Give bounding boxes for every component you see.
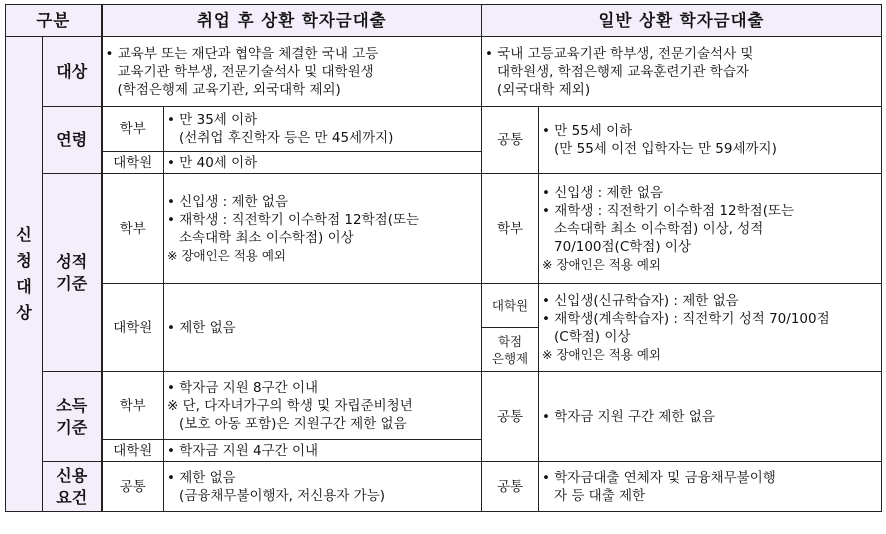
income-undergrad-line: ※ 단, 다자녀가구의 학생 및 자립준비청년: [167, 397, 413, 414]
credit-general-cell: [539, 462, 882, 512]
header-row: [6, 5, 882, 37]
side-group-text: 신청대상: [16, 225, 32, 322]
age-undergrad-line: • 만 35세 이하: [167, 112, 258, 128]
age-general-line: (만 55세 이전 입학자는 만 59세까지): [554, 141, 777, 157]
row-label-target: 대상: [43, 37, 102, 107]
age-general-label: 공통: [482, 107, 539, 174]
income-grad-cell: • 학자금 지원 4구간 이내: [164, 440, 482, 462]
table-row-grades: [6, 174, 882, 284]
grades-general-grad-line: (C학점) 이상: [554, 328, 631, 345]
age-grad-cell: • 만 40세 이하: [164, 152, 482, 174]
credit-bank-label-line: 은행제: [491, 350, 529, 366]
income-grad-label: 대학원: [102, 440, 164, 462]
grades-undergrad-line: 소속대학 최소 이수학점) 이상: [179, 229, 354, 246]
side-group-label: [6, 37, 43, 512]
credit-deferred-cell: [164, 462, 482, 512]
credit-label-line: 신용: [56, 465, 88, 485]
grades-general-undergrad-line: 소속대학 최소 이수학점) 이상, 성적: [554, 220, 764, 237]
grades-undergrad-cell: [164, 174, 482, 284]
credit-deferred-line: • 제한 없음: [167, 469, 236, 486]
grades-general-undergrad-line: • 신입생 : 제한 없음: [542, 184, 663, 201]
income-general-label: 공통: [482, 372, 539, 462]
row-label-grades: [43, 174, 102, 372]
table-row-income: [6, 372, 882, 440]
age-undergrad-line: (선취업 후진학자 등은 만 45세까지): [179, 130, 394, 146]
grades-undergrad-label: 학부: [102, 174, 164, 284]
income-label-line: 기준: [56, 417, 88, 437]
target-deferred-line: • 교육부 또는 재단과 협약을 체결한 국내 고등: [105, 45, 379, 62]
credit-general-line: 자 등 대출 제한: [554, 487, 646, 504]
income-undergrad-line: (보호 아동 포함)은 지원구간 제한 없음: [179, 415, 407, 432]
grades-general-undergrad-line: 70/100점(C학점) 이상: [554, 238, 691, 255]
row-label-age: 연령: [43, 107, 102, 174]
table-row-credit: [6, 462, 882, 512]
grades-label-line: 성적: [56, 251, 88, 271]
credit-deferred-line: (금융채무불이행자, 저신용자 가능): [179, 487, 385, 504]
grades-general-undergrad-line: • 재학생 : 직전학기 이수학점 12학점(또는: [542, 202, 795, 219]
target-deferred-cell: [102, 37, 482, 107]
row-label-income: [43, 372, 102, 462]
grades-credit-bank-label: [482, 328, 539, 372]
income-general-cell: • 학자금 지원 구간 제한 없음: [539, 372, 882, 462]
grades-general-grad-note: ※ 장애인은 적용 예외: [542, 346, 662, 362]
target-general-line: (외국대학 제외): [497, 81, 591, 98]
header-general-loan: 일반 상환 학자금대출: [482, 5, 882, 37]
target-deferred-line: (학점은행제 교육기관, 외국대학 제외): [117, 81, 341, 98]
grades-general-undergrad-label: 학부: [482, 174, 539, 284]
row-label-credit: [43, 462, 102, 512]
age-undergrad-label: 학부: [102, 107, 164, 152]
grades-undergrad-line: • 재학생 : 직전학기 이수학점 12학점(또는: [167, 211, 420, 228]
grades-general-undergrad-cell: [539, 174, 882, 284]
header-category: 구분: [6, 5, 102, 37]
grades-general-undergrad-note: ※ 장애인은 적용 예외: [542, 256, 662, 272]
age-grad-label: 대학원: [102, 152, 164, 174]
credit-label-line: 요건: [56, 487, 88, 507]
income-undergrad-line: • 학자금 지원 8구간 이내: [167, 379, 319, 396]
grades-general-grad-label: 대학원: [482, 284, 539, 328]
credit-general-label: 공통: [482, 462, 539, 512]
age-general-line: • 만 55세 이하: [542, 123, 633, 139]
income-undergrad-label: 학부: [102, 372, 164, 440]
grades-undergrad-note: ※ 장애인은 적용 예외: [167, 247, 287, 263]
income-label-line: 소득: [56, 395, 88, 415]
target-deferred-line: 교육기관 학부생, 전문기술석사 및 대학원생: [117, 63, 374, 80]
target-general-line: 대학원생, 학점은행제 교육훈련기관 학습자: [497, 63, 749, 80]
age-general-cell: [539, 107, 882, 174]
grades-undergrad-line: • 신입생 : 제한 없음: [167, 193, 288, 210]
grades-grad-label: 대학원: [102, 284, 164, 372]
age-undergrad-cell: [164, 107, 482, 152]
header-deferred-loan: 취업 후 상환 학자금대출: [102, 5, 482, 37]
grades-general-grad-line: • 재학생(계속학습자) : 직전학기 성적 70/100점: [542, 310, 830, 327]
income-undergrad-cell: [164, 372, 482, 440]
target-general-line: • 국내 고등교육기관 학부생, 전문기술석사 및: [485, 45, 754, 62]
table-row-age: [6, 107, 882, 152]
credit-bank-label-line: 학점: [497, 333, 523, 349]
grades-grad-cell: • 제한 없음: [164, 284, 482, 372]
credit-general-line: • 학자금대출 연체자 및 금융채무불이행: [542, 469, 776, 486]
table-row-grades-grad: [6, 284, 882, 328]
grades-general-grad-line: • 신입생(신규학습자) : 제한 없음: [542, 292, 739, 309]
table-row-target: [6, 37, 882, 107]
grades-label-line: 기준: [56, 273, 88, 293]
loan-comparison-table: [5, 4, 882, 512]
target-general-cell: [482, 37, 882, 107]
credit-deferred-label: 공통: [102, 462, 164, 512]
grades-general-grad-cell: [539, 284, 882, 372]
